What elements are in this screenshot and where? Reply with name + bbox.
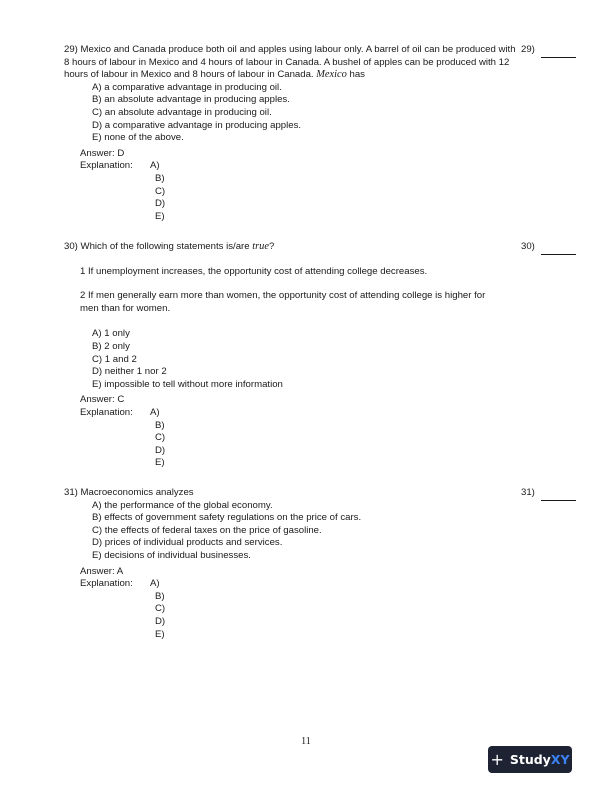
explanation-letter: A): [150, 578, 160, 590]
explanation-letter: B): [155, 172, 165, 184]
stem-text: 31) Macroeconomics analyzes: [64, 487, 194, 498]
option-d: D) a comparative advantage in producing apples.: [92, 119, 302, 131]
explanation-letter: B): [155, 590, 165, 602]
explanation-letter: A): [150, 406, 160, 418]
explanation-letter: D): [155, 198, 166, 210]
option-e: E) decisions of individual businesses.: [92, 549, 251, 561]
question-stem: [64, 241, 516, 254]
explanation-letter: B): [155, 419, 165, 431]
option-c: C) 1 and 2: [92, 353, 137, 365]
brand-study: Study: [509, 752, 551, 767]
option-a: A) a comparative advantage in producing oil.: [92, 81, 282, 93]
explanation-letters: [150, 160, 165, 223]
option-d: D) prices of individual products and services.: [92, 537, 283, 549]
answer-line: Answer: D: [80, 147, 125, 159]
explanation-letter: C): [155, 603, 166, 615]
explanation-letter: D): [155, 615, 166, 627]
stem-text: 29) Mexico and Canada produce both oil and apples using labour only. A barrel of oil can be produced with 8 hours of labour in Mexico and 4 hours of labour in Canada. A bushel of apples can be produced with 12 hours of labour in Mexico and 8 hours of labour in Canada.: [64, 44, 516, 81]
option-b: B) an absolute advantage in producing apples.: [92, 94, 290, 106]
page-number: 11: [301, 736, 311, 747]
option-e: E) none of the above.: [92, 132, 184, 144]
answer-blank-31[interactable]: [541, 500, 576, 501]
option-c: C) the effects of federal taxes on the price of gasoline.: [92, 524, 322, 536]
question-29: [64, 44, 516, 223]
plus-icon: +: [490, 749, 504, 769]
answer-line: Answer: C: [80, 394, 125, 406]
explanation-label: Explanation:: [80, 406, 133, 418]
question-30-number: 30): [521, 241, 535, 252]
explanation-label: Explanation:: [80, 160, 133, 172]
answer-blank-30[interactable]: [541, 254, 576, 255]
answer-block: [64, 566, 516, 642]
answer-block: [64, 148, 516, 224]
explanation-letter: D): [155, 444, 166, 456]
options-list: [64, 82, 516, 145]
explanation-row: [80, 578, 516, 641]
option-b: B) effects of government safety regulations on the price of cars.: [92, 512, 362, 524]
question-31-number: 31): [521, 487, 535, 498]
studyxy-badge[interactable]: [488, 746, 572, 773]
statement-1: 1 If unemployment increases, the opportunity cost of attending college decreases.: [80, 265, 428, 277]
brand-xy: XY: [550, 752, 570, 767]
options-list: [64, 500, 516, 563]
question-30: [64, 241, 516, 470]
option-a: A) 1 only: [92, 328, 130, 340]
answer-block: [64, 394, 516, 470]
question-stem: [64, 44, 516, 82]
answer-blank-29[interactable]: [541, 57, 576, 58]
option-e: E) impossible to tell without more information: [92, 378, 283, 390]
explanation-letters: [150, 407, 165, 470]
option-a: A) the performance of the global economy.: [92, 499, 273, 511]
question-29-number: 29): [521, 44, 535, 55]
stem-emphasis: true: [252, 241, 269, 252]
question-stem: [64, 487, 516, 500]
statement-2: 2 If men generally earn more than women, the opportunity cost of attending college is higher for men than for women.: [80, 290, 486, 314]
explanation-letter: E): [155, 457, 165, 469]
brand-logo: [510, 752, 570, 767]
answer-line: Answer: A: [80, 565, 124, 577]
stem-text-after: has: [346, 69, 365, 81]
explanation-row: [80, 160, 516, 223]
stem-text: 30) Which of the following statements is/are: [64, 241, 253, 252]
option-d: D) neither 1 nor 2: [92, 366, 167, 378]
explanation-letters: [150, 578, 165, 641]
explanation-row: [80, 407, 516, 470]
stem-emphasis: Mexico: [316, 69, 347, 81]
explanation-letter: C): [155, 185, 166, 197]
option-b: B) 2 only: [92, 340, 130, 352]
explanation-letter: C): [155, 432, 166, 444]
option-c: C) an absolute advantage in producing oil.: [92, 106, 272, 118]
stem-text-after: ?: [268, 241, 275, 252]
explanation-letter: E): [155, 628, 165, 640]
explanation-label: Explanation:: [80, 578, 133, 590]
explanation-letter: E): [155, 210, 165, 222]
options-list: [64, 328, 516, 391]
question-31: [64, 487, 516, 641]
explanation-letter: A): [150, 160, 160, 172]
